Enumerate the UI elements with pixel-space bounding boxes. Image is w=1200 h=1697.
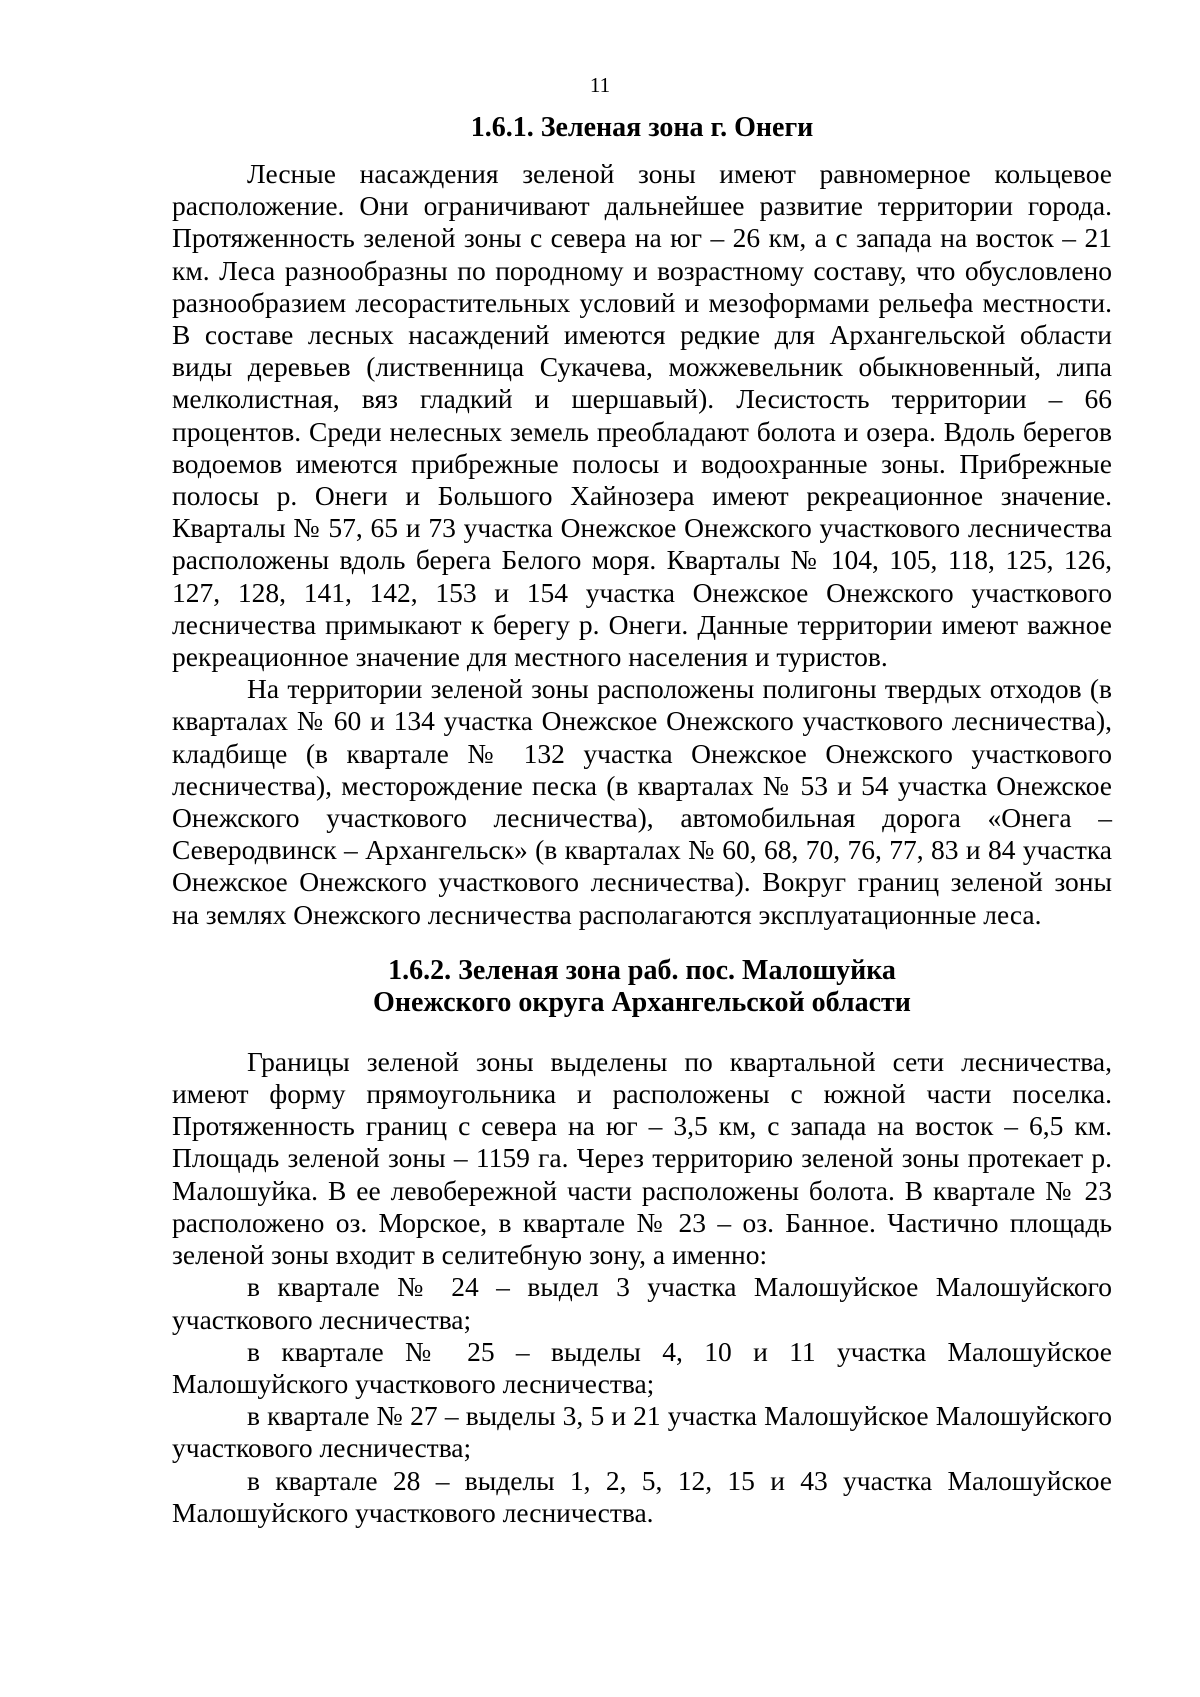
section-heading-green-zone-onega: 1.6.1. Зеленая зона г. Онеги [470, 112, 814, 143]
list-item: в квартале № 25 – выделы 4, 10 и 11 участка Малошуйское Малошуйского участкового лесничества; [172, 1335, 1112, 1399]
paragraph: Лесные насаждения зеленой зоны имеют равномерное кольцевое расположение. Они ограничивают дальнейшее развитие территории города. Протяженность зеленой зоны с севера на юг – 26 км, а с запада на восток – 21 км. Леса разнообразны по породному и возрастному составу, что обусловлено разнообразием лесорастительных условий и мезоформами рельефа местности. В составе лесных насаждений имеются редкие для Архангельской области виды деревьев (лиственница Сукачева, можжевельник обыкновенный, липа мелколистная, вяз гладкий и шершавый). Лесистость территории – 66 процентов. Среди нелесных земель преобладают болота и озера. Вдоль берегов водоемов имеются прибрежные полосы и водоохранные зоны. Прибрежные полосы р. Онеги и Большого Хайнозера имеют рекреационное значение. Кварталы № 57, 65 и 73 участка Онежское Онежского участкового лесничества расположены вдоль берега Белого моря. Кварталы № 104, 105, 118, 125, 126, 127, 128, 141, 142, 153 и 154 участка Онежское Онежского участкового лесничества примыкают к берегу р. Онеги. Данные территории имеют важное рекреационное значение для местного населения и туристов. [172, 158, 1112, 673]
paragraph: На территории зеленой зоны расположены полигоны твердых отходов (в кварталах № 60 и 134 участка Онежское Онежского участкового лесничества), кладбище (в квартале № 132 участка Онежское Онежского участкового лесничества), месторождение песка (в кварталах № 53 и 54 участка Онежское Онежского участкового лесничества), автомобильная дорога «Онега – Северодвинск – Архангельск» (в кварталах № 60, 68, 70, 76, 77, 83 и 84 участка Онежское Онежского участкового лесничества). Вокруг границ зеленой зоны на землях Онежского лесничества располагаются эксплуатационные леса. [172, 673, 1112, 930]
page-number: 11 [589, 73, 611, 97]
list-item: в квартале 28 – выделы 1, 2, 5, 12, 15 и 43 участка Малошуйское Малошуйского участкового лесничества. [172, 1464, 1112, 1528]
paragraph: Границы зеленой зоны выделены по квартальной сети лесничества, имеют форму прямоугольника и расположены с южной части поселка. Протяженность границ с севера на юг – 3,5 км, с запада на восток – 6,5 км. Площадь зеленой зоны – 1159 га. Через территорию зеленой зоны протекает р. Малошуйка. В ее левобережной части расположены болота. В квартале № 23 расположено оз. Морское, в квартале № 23 – оз. Банное. Частично площадь зеленой зоны входит в селитебную зону, а именно: [172, 1045, 1112, 1271]
heading-line: 1.6.2. Зеленая зона раб. пос. Малошуйка [388, 954, 896, 986]
heading-line: Онежского округа Архангельской области [373, 986, 911, 1018]
document-content [172, 112, 1112, 1529]
list-item: в квартале № 27 – выделы 3, 5 и 21 участка Малошуйское Малошуйского участкового лесничества; [172, 1400, 1112, 1464]
list-item: в квартале № 24 – выдел 3 участка Малошуйское Малошуйского участкового лесничества; [172, 1271, 1112, 1335]
section-heading-green-zone-maloshuyka [172, 955, 1112, 1019]
